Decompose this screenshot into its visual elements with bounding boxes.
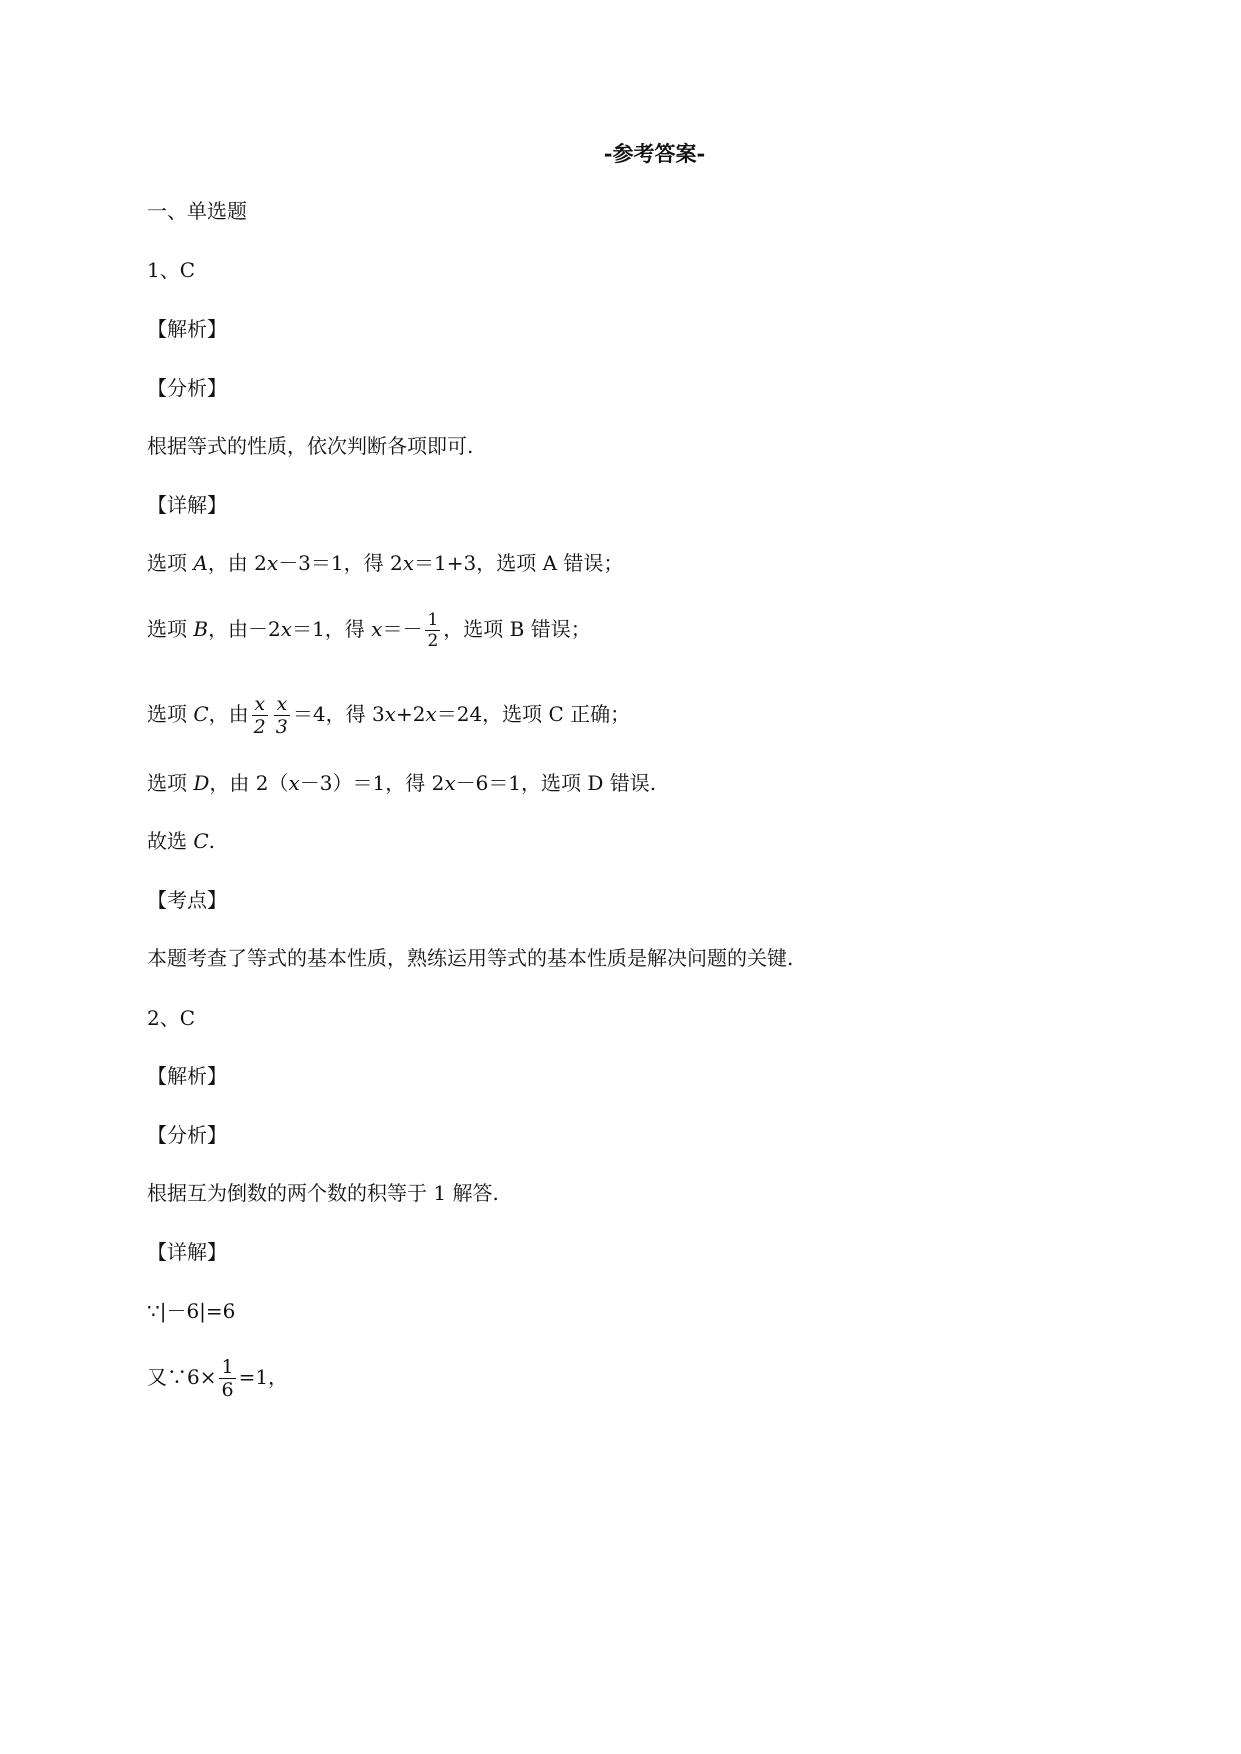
q1-option-c: 选项 C，由 $\frac{x}{2}$ $\frac{x}{3}$ ＝4，得 3x+2x＝24，选项 C 正确； [147, 693, 631, 738]
q1-kaodian-text: 本题考查了等式的基本性质，熟练运用等式的基本性质是解决问题的关键. [147, 946, 794, 970]
fraction: $\frac{1}{2}$ [427, 610, 439, 651]
q1-option-d: 选项 D，由 2（x－3）＝1，得 2x－6＝1，选项 D 错误. [147, 771, 657, 795]
q2-detail-line-1: ∵|－6|=6 [147, 1299, 236, 1323]
section-heading: 一、单选题 [147, 199, 247, 223]
q1-option-b: 选项 B，由－2x＝1，得 x＝－ $\frac{1}{2}$ ，选项 B 错误； [147, 610, 591, 651]
q1-fenxi-label: 【分析】 [147, 376, 227, 400]
q2-jiexi-label: 【解析】 [147, 1064, 227, 1088]
q2-xiangjie-label: 【详解】 [147, 1240, 227, 1264]
q1-xiangjie-label: 【详解】 [147, 493, 227, 517]
fraction: $\frac{1}{6}$ [221, 1356, 234, 1401]
q1-conclusion: 故选 C. [147, 829, 216, 853]
fraction: $\frac{x}{3}$ [275, 693, 288, 738]
q1-kaodian-label: 【考点】 [147, 888, 227, 912]
q1-fenxi-text: 根据等式的性质，依次判断各项即可. [147, 434, 474, 458]
fraction: $\frac{x}{2}$ [253, 693, 266, 738]
q2-detail-line-2: 又∵6× $\frac{1}{6}$ =1， [147, 1356, 289, 1401]
page-title: -参考答案- [603, 141, 706, 166]
q2-fenxi-text: 根据互为倒数的两个数的积等于 1 解答. [147, 1181, 499, 1205]
q2-fenxi-label: 【分析】 [147, 1123, 227, 1147]
q1-answer: 1、C [147, 258, 196, 282]
q1-jiexi-label: 【解析】 [147, 317, 227, 341]
q1-option-a: 选项 A，由 2x－3＝1，得 2x＝1+3，选项 A 错误； [147, 551, 624, 575]
q2-answer: 2、C [147, 1006, 196, 1030]
